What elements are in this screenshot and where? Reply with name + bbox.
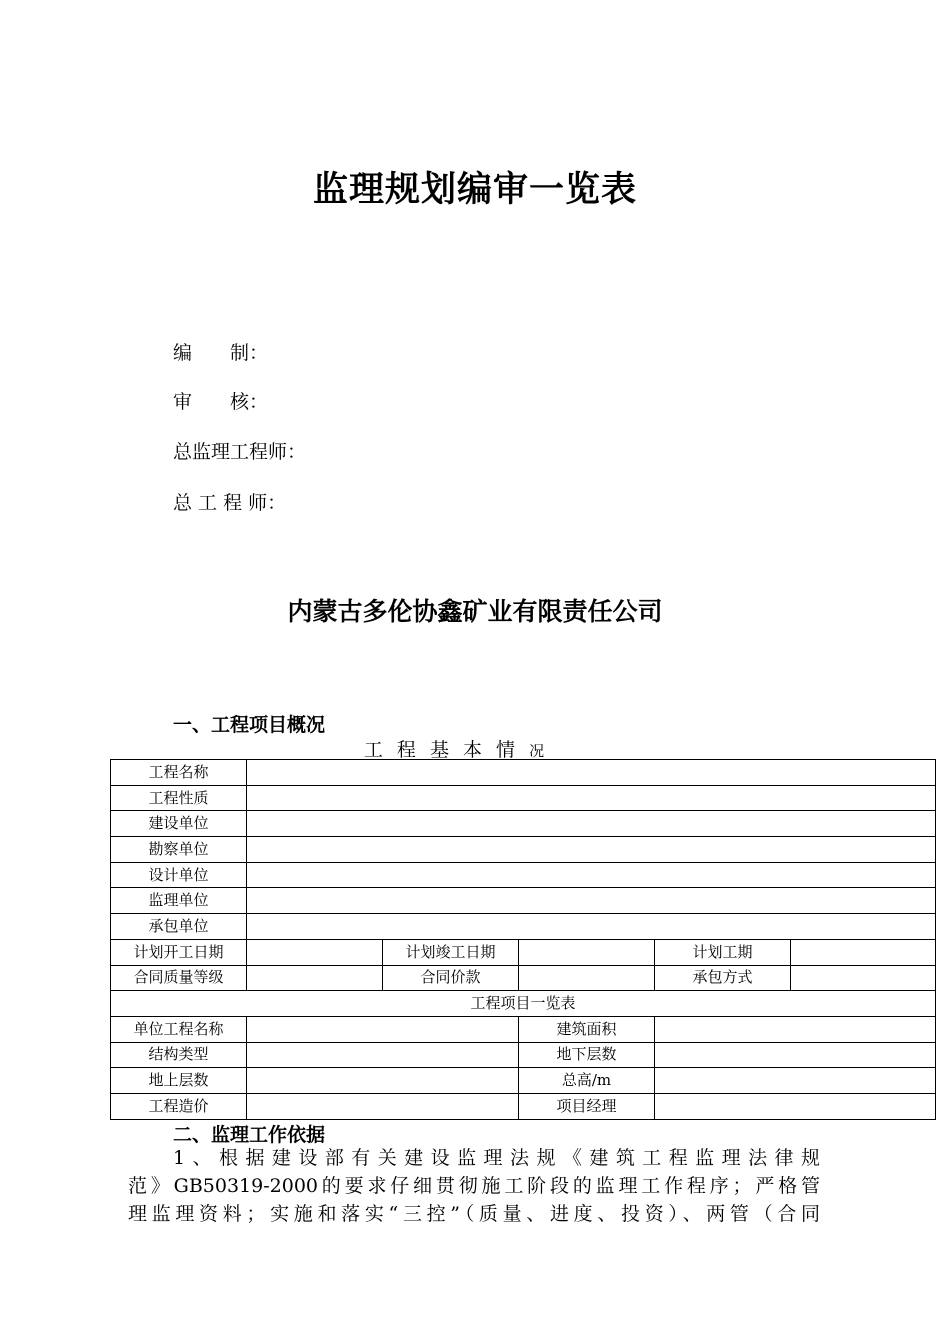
body-paragraph [128, 1144, 820, 1228]
cell-label: 工程名称 [111, 760, 247, 786]
signature-review: 审 核： [173, 391, 269, 413]
cell-value[interactable] [247, 1042, 519, 1068]
cell-label: 建筑面积 [519, 1016, 655, 1042]
table-row [111, 760, 936, 786]
page-title: 监理规划编审一览表 [312, 169, 637, 210]
cell-value[interactable] [247, 760, 936, 786]
cell-label: 单位工程名称 [111, 1016, 247, 1042]
cell-label: 结构类型 [111, 1042, 247, 1068]
table-caption-main: 工 程 基 本 情 [363, 739, 520, 761]
cell-value[interactable] [247, 811, 936, 837]
table-row [111, 888, 936, 914]
table-row [111, 939, 936, 965]
cell-label: 总高/m [519, 1068, 655, 1094]
cell-value[interactable] [247, 888, 936, 914]
table-row [111, 837, 936, 863]
table-row [111, 785, 936, 811]
section1-heading: 一、工程项目概况 [173, 714, 326, 736]
cell-label: 承包方式 [655, 965, 791, 991]
cell-value[interactable] [247, 862, 936, 888]
section2-heading: 二、监理工作依据 [173, 1124, 326, 1146]
cell-value[interactable] [519, 965, 655, 991]
table-row [111, 914, 936, 940]
cell-label: 计划开工日期 [111, 939, 247, 965]
cell-value[interactable] [791, 965, 936, 991]
cell-value[interactable] [247, 914, 936, 940]
table-row [111, 862, 936, 888]
cell-value[interactable] [655, 1093, 936, 1119]
paragraph-line: 1、根据建设部有关建设监理法规《建筑工程监理法律规 [173, 1147, 820, 1169]
cell-value[interactable] [655, 1068, 936, 1094]
cell-label: 设计单位 [111, 862, 247, 888]
table-row [111, 965, 936, 991]
cell-label: 建设单位 [111, 811, 247, 837]
cell-label: 勘察单位 [111, 837, 247, 863]
cell-value[interactable] [247, 1093, 519, 1119]
list-heading: 工程项目一览表 [111, 991, 936, 1017]
paragraph-line: 理监理资料；实施和落实“三控”（质量、进度、投资）、两管（合同 [128, 1203, 820, 1225]
table-row [111, 1042, 936, 1068]
cell-label: 合同质量等级 [111, 965, 247, 991]
cell-value[interactable] [247, 785, 936, 811]
table-row [111, 811, 936, 837]
paragraph-line: 范》GB50319-2000的要求仔细贯彻施工阶段的监理工作程序；严格管 [128, 1175, 820, 1197]
cell-label: 计划竣工日期 [383, 939, 519, 965]
table-row [111, 991, 936, 1017]
cell-value[interactable] [655, 1042, 936, 1068]
cell-value[interactable] [247, 837, 936, 863]
cell-label: 地下层数 [519, 1042, 655, 1068]
cell-label: 承包单位 [111, 914, 247, 940]
cell-value[interactable] [519, 939, 655, 965]
cell-label: 工程造价 [111, 1093, 247, 1119]
signature-chief-engineer: 总 工 程 师： [173, 492, 287, 514]
table-row [111, 1016, 936, 1042]
table-row [111, 1068, 936, 1094]
signature-compile: 编 制： [173, 342, 269, 364]
cell-value[interactable] [247, 1016, 519, 1042]
company-name: 内蒙古多伦协鑫矿业有限责任公司 [287, 597, 663, 626]
cell-value[interactable] [247, 965, 383, 991]
cell-label: 监理单位 [111, 888, 247, 914]
cell-label: 地上层数 [111, 1068, 247, 1094]
cell-value[interactable] [655, 1016, 936, 1042]
project-info-table [110, 759, 936, 1120]
cell-label: 工程性质 [111, 785, 247, 811]
signature-chief-supervisor: 总监理工程师： [173, 441, 307, 463]
cell-label: 合同价款 [383, 965, 519, 991]
cell-label: 计划工期 [655, 939, 791, 965]
table-caption-small: 况 [529, 742, 545, 760]
cell-value[interactable] [247, 939, 383, 965]
cell-value[interactable] [247, 1068, 519, 1094]
table-caption [110, 735, 798, 762]
table-row [111, 1093, 936, 1119]
cell-value[interactable] [791, 939, 936, 965]
cell-label: 项目经理 [519, 1093, 655, 1119]
